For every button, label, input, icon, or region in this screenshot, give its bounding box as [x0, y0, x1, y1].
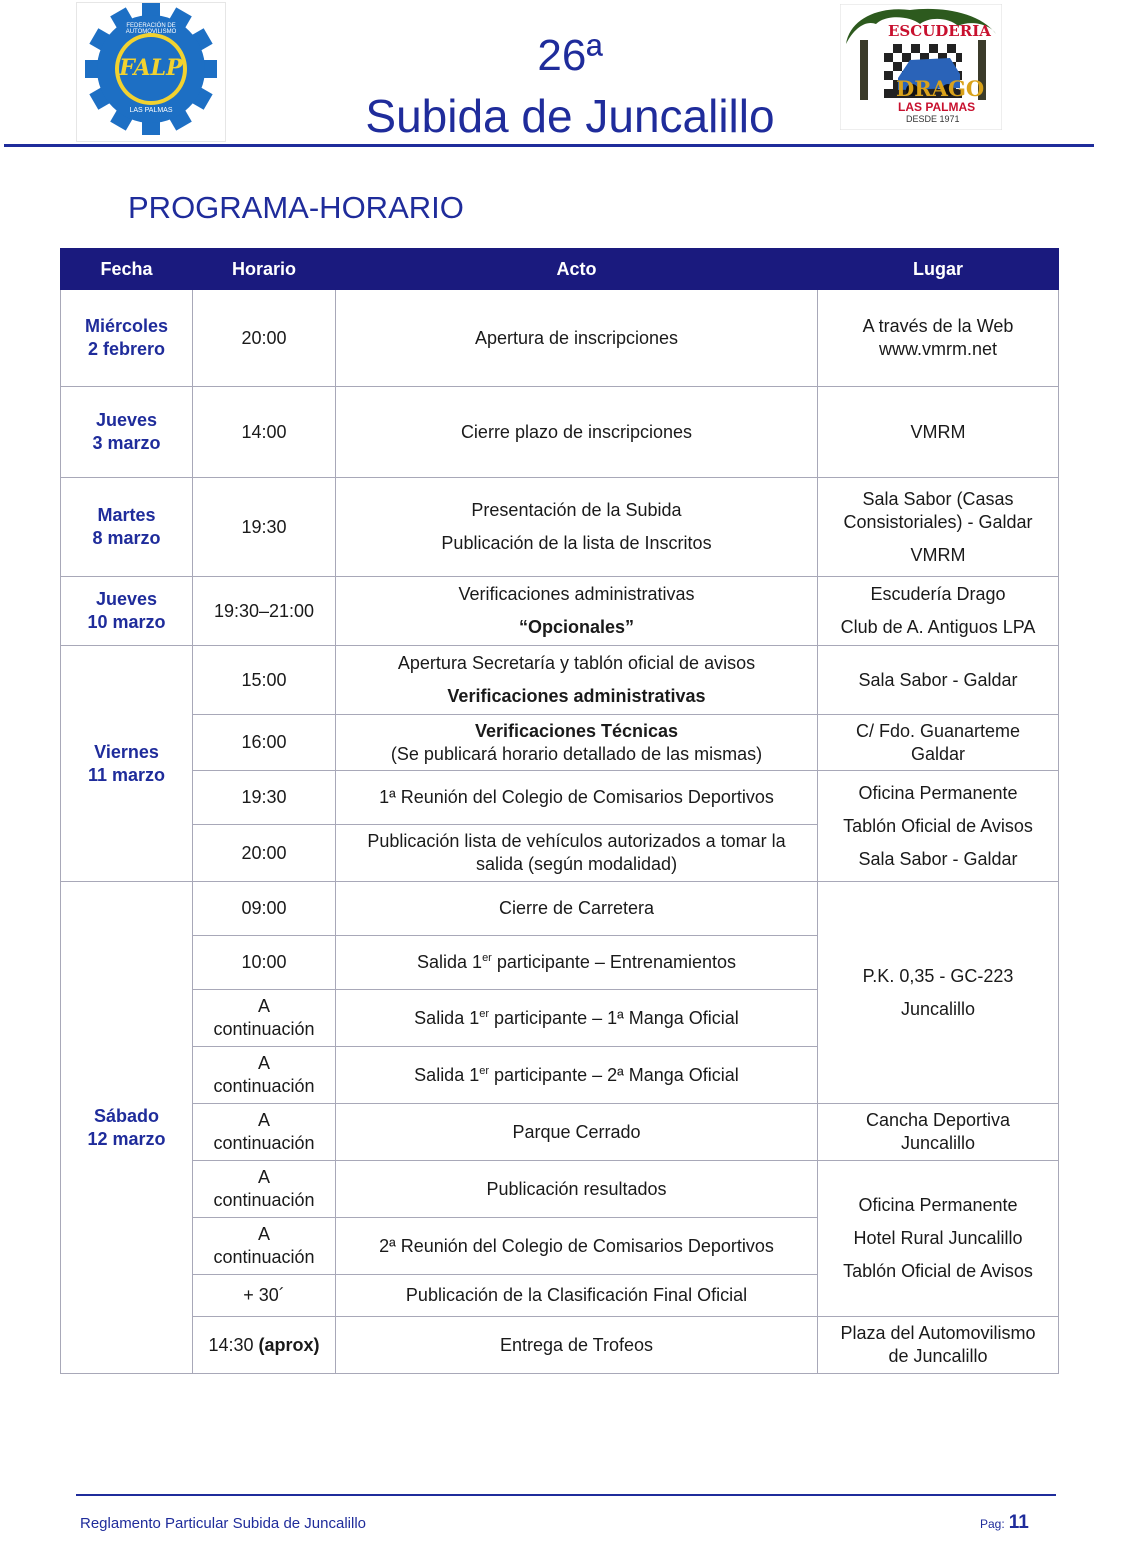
time-cell: A continuación: [193, 1218, 336, 1275]
lugar-cell: Cancha Deportiva Juncalillo: [818, 1104, 1059, 1161]
acto-cell: Salida 1er participante – Entrenamientos: [336, 936, 818, 990]
time-cell: + 30´: [193, 1275, 336, 1317]
time-cell: 09:00: [193, 882, 336, 936]
acto-cell: Presentación de la Subida Publicación de la lista de Inscritos: [336, 478, 818, 577]
table-row: [61, 387, 1059, 478]
time-cell: 14:00: [193, 387, 336, 478]
col-header-lugar: Lugar: [818, 249, 1059, 290]
col-header-horario: Horario: [193, 249, 336, 290]
drago-logo-main: DRAGO: [896, 76, 985, 101]
falp-logo-text: FALP: [119, 55, 183, 81]
table-row: [61, 1161, 1059, 1218]
lugar-cell: Sala Sabor (Casas Consistoriales) - Galdar VMRM: [818, 478, 1059, 577]
acto-cell: Parque Cerrado: [336, 1104, 818, 1161]
escuderia-drago-logo: [840, 4, 1002, 130]
falp-logo: [76, 2, 226, 142]
date-cell: Viernes 11 marzo: [61, 646, 193, 882]
col-header-fecha: Fecha: [61, 249, 193, 290]
table-row: [61, 882, 1059, 936]
lugar-cell: VMRM: [818, 387, 1059, 478]
time-cell: 20:00: [193, 825, 336, 882]
table-row: [61, 646, 1059, 715]
time-cell: A continuación: [193, 990, 336, 1047]
acto-cell: Publicación lista de vehículos autorizados a tomar la salida (según modalidad): [336, 825, 818, 882]
acto-cell: Entrega de Trofeos: [336, 1317, 818, 1374]
time-cell: 19:30–21:00: [193, 577, 336, 646]
header-divider: [4, 144, 1094, 147]
time-cell: 10:00: [193, 936, 336, 990]
time-cell: A continuación: [193, 1047, 336, 1104]
lugar-cell: C/ Fdo. Guanarteme Galdar: [818, 715, 1059, 771]
drago-logo-sub: LAS PALMAS: [898, 100, 976, 114]
acto-cell: Publicación resultados: [336, 1161, 818, 1218]
date-cell: Miércoles 2 febrero: [61, 290, 193, 387]
table-row: [61, 577, 1059, 646]
date-cell: Martes 8 marzo: [61, 478, 193, 577]
falp-logo-city: LAS PALMAS: [129, 107, 173, 114]
table-row: [61, 478, 1059, 577]
schedule-table: [60, 248, 1059, 1374]
drago-logo-since: DESDE 1971: [906, 114, 960, 124]
lugar-cell: Sala Sabor - Galdar: [818, 646, 1059, 715]
col-header-acto: Acto: [336, 249, 818, 290]
event-title: Subida de Juncalillo: [365, 90, 775, 142]
acto-cell: 2ª Reunión del Colegio de Comisarios Deportivos: [336, 1218, 818, 1275]
acto-cell: 1ª Reunión del Colegio de Comisarios Deportivos: [336, 771, 818, 825]
table-row: [61, 290, 1059, 387]
lugar-cell: Plaza del Automovilismo de Juncalillo: [818, 1317, 1059, 1374]
time-cell: A continuación: [193, 1161, 336, 1218]
drago-logo-top: ESCUDERIA: [888, 22, 991, 40]
time-cell: 14:30 (aprox): [193, 1317, 336, 1374]
acto-cell: Cierre plazo de inscripciones: [336, 387, 818, 478]
time-cell: 19:30: [193, 478, 336, 577]
footer-divider: [76, 1494, 1056, 1496]
acto-cell: Salida 1er participante – 1ª Manga Oficial: [336, 990, 818, 1047]
table-header-row: [61, 249, 1059, 290]
time-cell: 15:00: [193, 646, 336, 715]
acto-cell: Apertura de inscripciones: [336, 290, 818, 387]
acto-cell: Verificaciones administrativas “Opcionales”: [336, 577, 818, 646]
acto-cell: Apertura Secretaría y tablón oficial de avisos Verificaciones administrativas: [336, 646, 818, 715]
section-title: PROGRAMA-HORARIO: [128, 190, 464, 225]
falp-logo-ring-text: FEDERACIÓN DE AUTOMOVILISMO: [125, 23, 177, 35]
time-cell: 16:00: [193, 715, 336, 771]
page-number: Pag: 11: [980, 1512, 1029, 1533]
date-cell: Jueves 10 marzo: [61, 577, 193, 646]
lugar-cell: Oficina Permanente Hotel Rural Juncalillo Tablón Oficial de Avisos: [818, 1161, 1059, 1317]
lugar-cell: A través de la Web www.vmrm.net: [818, 290, 1059, 387]
date-cell: Sábado 12 marzo: [61, 882, 193, 1374]
lugar-cell: Oficina Permanente Tablón Oficial de Avisos Sala Sabor - Galdar: [818, 771, 1059, 882]
lugar-cell: Escudería Drago Club de A. Antiguos LPA: [818, 577, 1059, 646]
footer-document-title: Reglamento Particular Subida de Juncalillo: [80, 1515, 366, 1532]
time-cell: 19:30: [193, 771, 336, 825]
table-row: [61, 715, 1059, 771]
time-cell: 20:00: [193, 290, 336, 387]
table-row: [61, 1104, 1059, 1161]
acto-cell: Cierre de Carretera: [336, 882, 818, 936]
table-row: [61, 771, 1059, 825]
acto-cell: Salida 1er participante – 2ª Manga Oficial: [336, 1047, 818, 1104]
date-cell: Jueves 3 marzo: [61, 387, 193, 478]
time-cell: A continuación: [193, 1104, 336, 1161]
edition-number: 26ª: [537, 31, 603, 80]
lugar-cell: P.K. 0,35 - GC-223 Juncalillo: [818, 882, 1059, 1104]
acto-cell: Verificaciones Técnicas (Se publicará horario detallado de las mismas): [336, 715, 818, 771]
acto-cell: Publicación de la Clasificación Final Oficial: [336, 1275, 818, 1317]
table-row: [61, 1317, 1059, 1374]
